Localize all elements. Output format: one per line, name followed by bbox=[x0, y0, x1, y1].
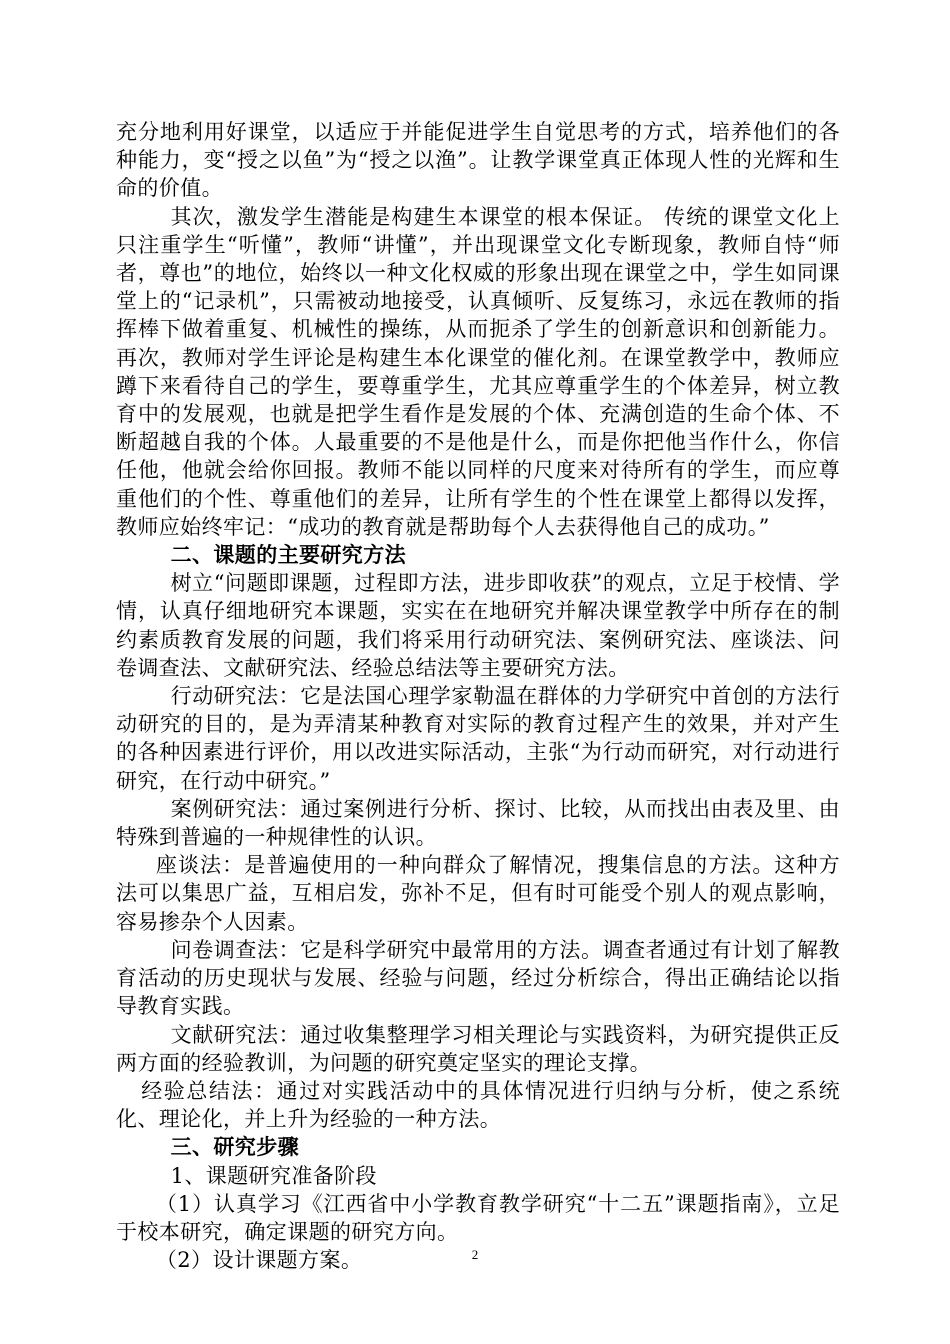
paragraph-questionnaire: 问卷调查法：它是科学研究中最常用的方法。调查者通过有计划了解教育活动的历史现状与发展、经验与问题，经过分析综合，得出正确结论以指导教育实践。 bbox=[116, 937, 840, 1019]
paragraph-experience: 经验总结法：通过对实践活动中的具体情况进行归纳与分析，使之系统化、理论化，并上升为经验的一种方法。 bbox=[116, 1078, 840, 1132]
paragraph-methods-overview: 树立“问题即课题，过程即方法，进步即收获”的观点，立足于校情、学情，认真仔细地研究本课题，实实在在地研究并解决课堂教学中所存在的制约素质教育发展的问题，我们将采用行动研究法、案例研究法、座谈法、问卷调查法、文献研究法、经验总结法等主要研究方法。 bbox=[116, 571, 840, 680]
paragraph-intro: 充分地利用好课堂，以适应于并能促进学生自觉思考的方式，培养他们的各种能力，变“授之以鱼”为“授之以渔”。让教学课堂真正体现人性的光辉和生命的价值。 bbox=[116, 120, 840, 201]
paragraph-potential: 其次，激发学生潜能是构建生本课堂的根本保证。 传统的课堂文化上只注重学生“听懂”，教师“讲懂”，并出现课堂文化专断现象，教师自恃“师者，尊也”的地位，始终以一种文化权威的形象出现在课堂之中，学生如同课堂上的“记录机”，只需被动地接受，认真倾听、反复练习，永远在教师的指挥棒下做着重复、机械性的操练，从而扼杀了学生的创新意识和创新能力。 再次，教师对学生评论是构建生本化课堂的催化剂。在课堂教学中，教师应蹲下来看待自己的学生，要尊重学生，尤其应尊重学生的个体差异，树立教育中的发展观，也就是把学生看作是发展的个体、充满创造的生命个体、不断超越自我的个体。人最重要的不是他是什么，而是你把他当作什么，你信任他，他就会给你回报。教师不能以同样的尺度来对待所有的学生，而应尊重他们的个性、尊重他们的差异，让所有学生的个性在课堂上都得以发挥，教师应始终牢记：“成功的教育就是帮助每个人去获得他自己的成功。” bbox=[116, 204, 840, 539]
paragraph-case-study: 案例研究法：通过案例进行分析、探讨、比较，从而找出由表及里、由特殊到普遍的一种规律性的认识。 bbox=[116, 796, 840, 850]
step-item-1: （1）认真学习《江西省中小学教育教学研究“十二五”课题指南》，立足于校本研究，确定课题的研究方向。 bbox=[116, 1191, 840, 1244]
paragraph-symposium: 座谈法：是普遍使用的一种向群众了解情况，搜集信息的方法。这种方法可以集思广益，互相启发，弥补不足，但有时可能受个别人的观点影响，容易掺杂个人因素。 bbox=[116, 853, 840, 934]
section-heading-steps: 三、研究步骤 bbox=[170, 1134, 299, 1160]
paragraph-action-research: 行动研究法：它是法国心理学家勒温在群体的力学研究中首创的方法行动研究的目的，是为弄清某种教育对实际的教育过程产生的效果，并对产生的各种因素进行评价，用以改进实际活动，主张“为行动而研究，对行动进行研究，在行动中研究。” bbox=[116, 684, 840, 793]
document-body bbox=[116, 118, 840, 1274]
page-number: 2 bbox=[471, 1247, 479, 1262]
section-heading-methods: 二、课题的主要研究方法 bbox=[170, 542, 406, 568]
step-item-2: （2）设计课题方案。 bbox=[155, 1248, 363, 1273]
paragraph-literature: 文献研究法：通过收集整理学习相关理论与实践资料，为研究提供正反两方面的经验教训，为问题的研究奠定坚实的理论支撑。 bbox=[116, 1022, 840, 1075]
step-preparation-heading: 1、课题研究准备阶段 bbox=[170, 1163, 377, 1188]
